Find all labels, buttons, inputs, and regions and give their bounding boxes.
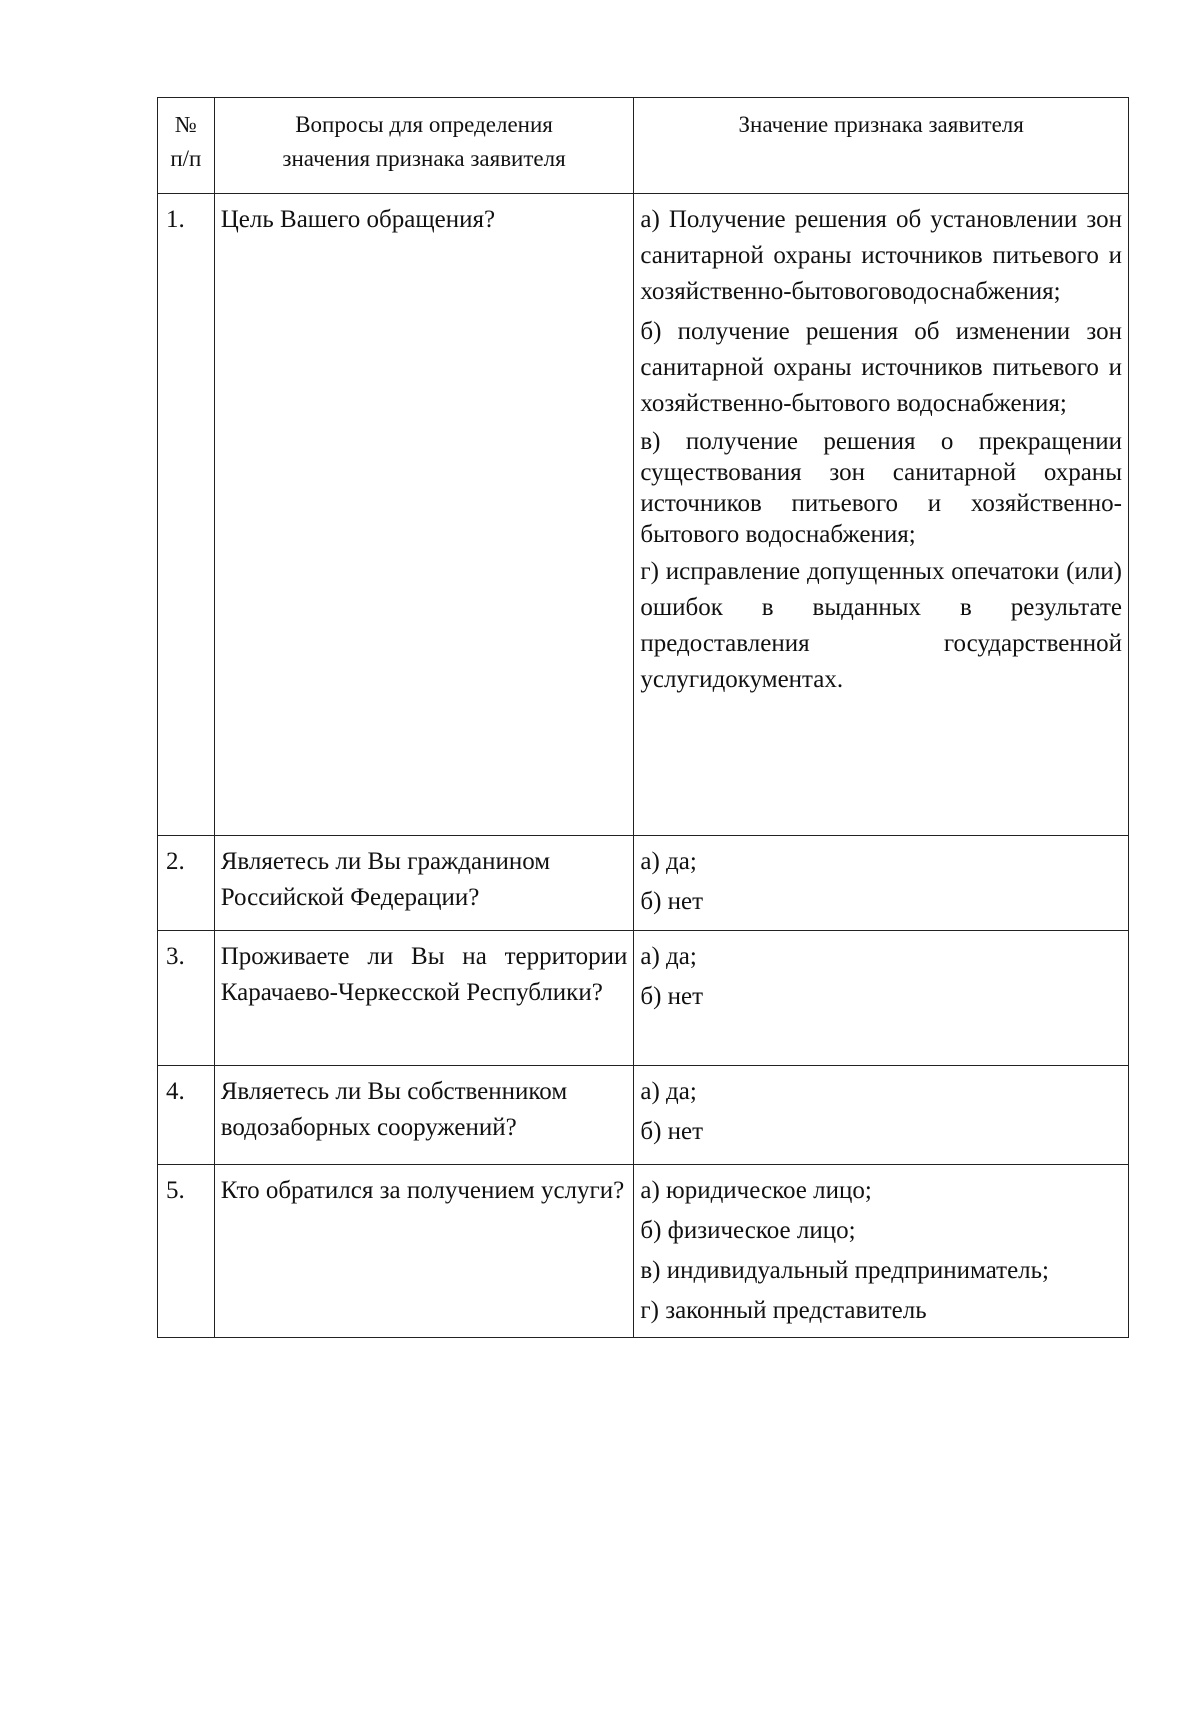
answer-option: а) Получение решения об установлении зон санитарной охраны источников питьевого и хозяйственно-бытовоговодоснабжения; [640, 206, 1122, 305]
row-question: Проживаете ли Вы на территории Карачаево-Черкесской Республики? [214, 931, 634, 1066]
row-question: Являетесь ли Вы собственником водозаборных сооружений? [214, 1066, 634, 1165]
answer-option: б) нет [640, 1118, 704, 1145]
row-number: 3. [158, 931, 215, 1066]
row-answers [634, 194, 1129, 836]
answer-option: б) нет [640, 888, 704, 915]
header-num: № п/п [158, 98, 215, 194]
row-question: Являетесь ли Вы гражданином Российской Федерации? [214, 836, 634, 931]
answer-option: а) да; [640, 943, 697, 970]
answer-option: а) да; [640, 848, 697, 875]
table-row [158, 194, 1129, 836]
row-number: 2. [158, 836, 215, 931]
answer-option: б) физическое лицо; [640, 1217, 856, 1244]
row-answers [634, 1066, 1129, 1165]
row-number: 4. [158, 1066, 215, 1165]
header-value: Значение признака заявителя [634, 98, 1129, 194]
row-answers [634, 836, 1129, 931]
row-answers [634, 931, 1129, 1066]
answer-option: в) индивидуальный предприниматель; [640, 1257, 1049, 1284]
answer-option: а) юридическое лицо; [640, 1177, 872, 1204]
table-row [158, 1165, 1129, 1338]
row-question: Кто обратился за получением услуги? [214, 1165, 634, 1338]
applicant-criteria-table [157, 97, 1129, 1338]
table-row [158, 836, 1129, 931]
row-question: Цель Вашего обращения? [214, 194, 634, 836]
table-row [158, 1066, 1129, 1165]
header-question: Вопросы для определения значения признака заявителя [214, 98, 634, 194]
answer-option: в) получение решения о прекращении существования зон санитарной охраны источников питьевого и хозяйственно- бытового водоснабжения; [640, 428, 1122, 548]
row-number: 5. [158, 1165, 215, 1338]
answer-option: г) законный представитель [640, 1297, 927, 1324]
answer-option: б) нет [640, 983, 704, 1010]
answer-option: г) исправление допущенных опечатоки (или) ошибок в выданных в результате предоставления государственной услугидокументах. [640, 558, 1122, 693]
answer-option: а) да; [640, 1078, 697, 1105]
row-answers [634, 1165, 1129, 1338]
table-row [158, 931, 1129, 1066]
answer-option: б) получение решения об изменении зон санитарной охраны источников питьевого и хозяйственно-бытового водоснабжения; [640, 318, 1122, 417]
table-header-row [158, 98, 1129, 194]
row-number: 1. [158, 194, 215, 836]
